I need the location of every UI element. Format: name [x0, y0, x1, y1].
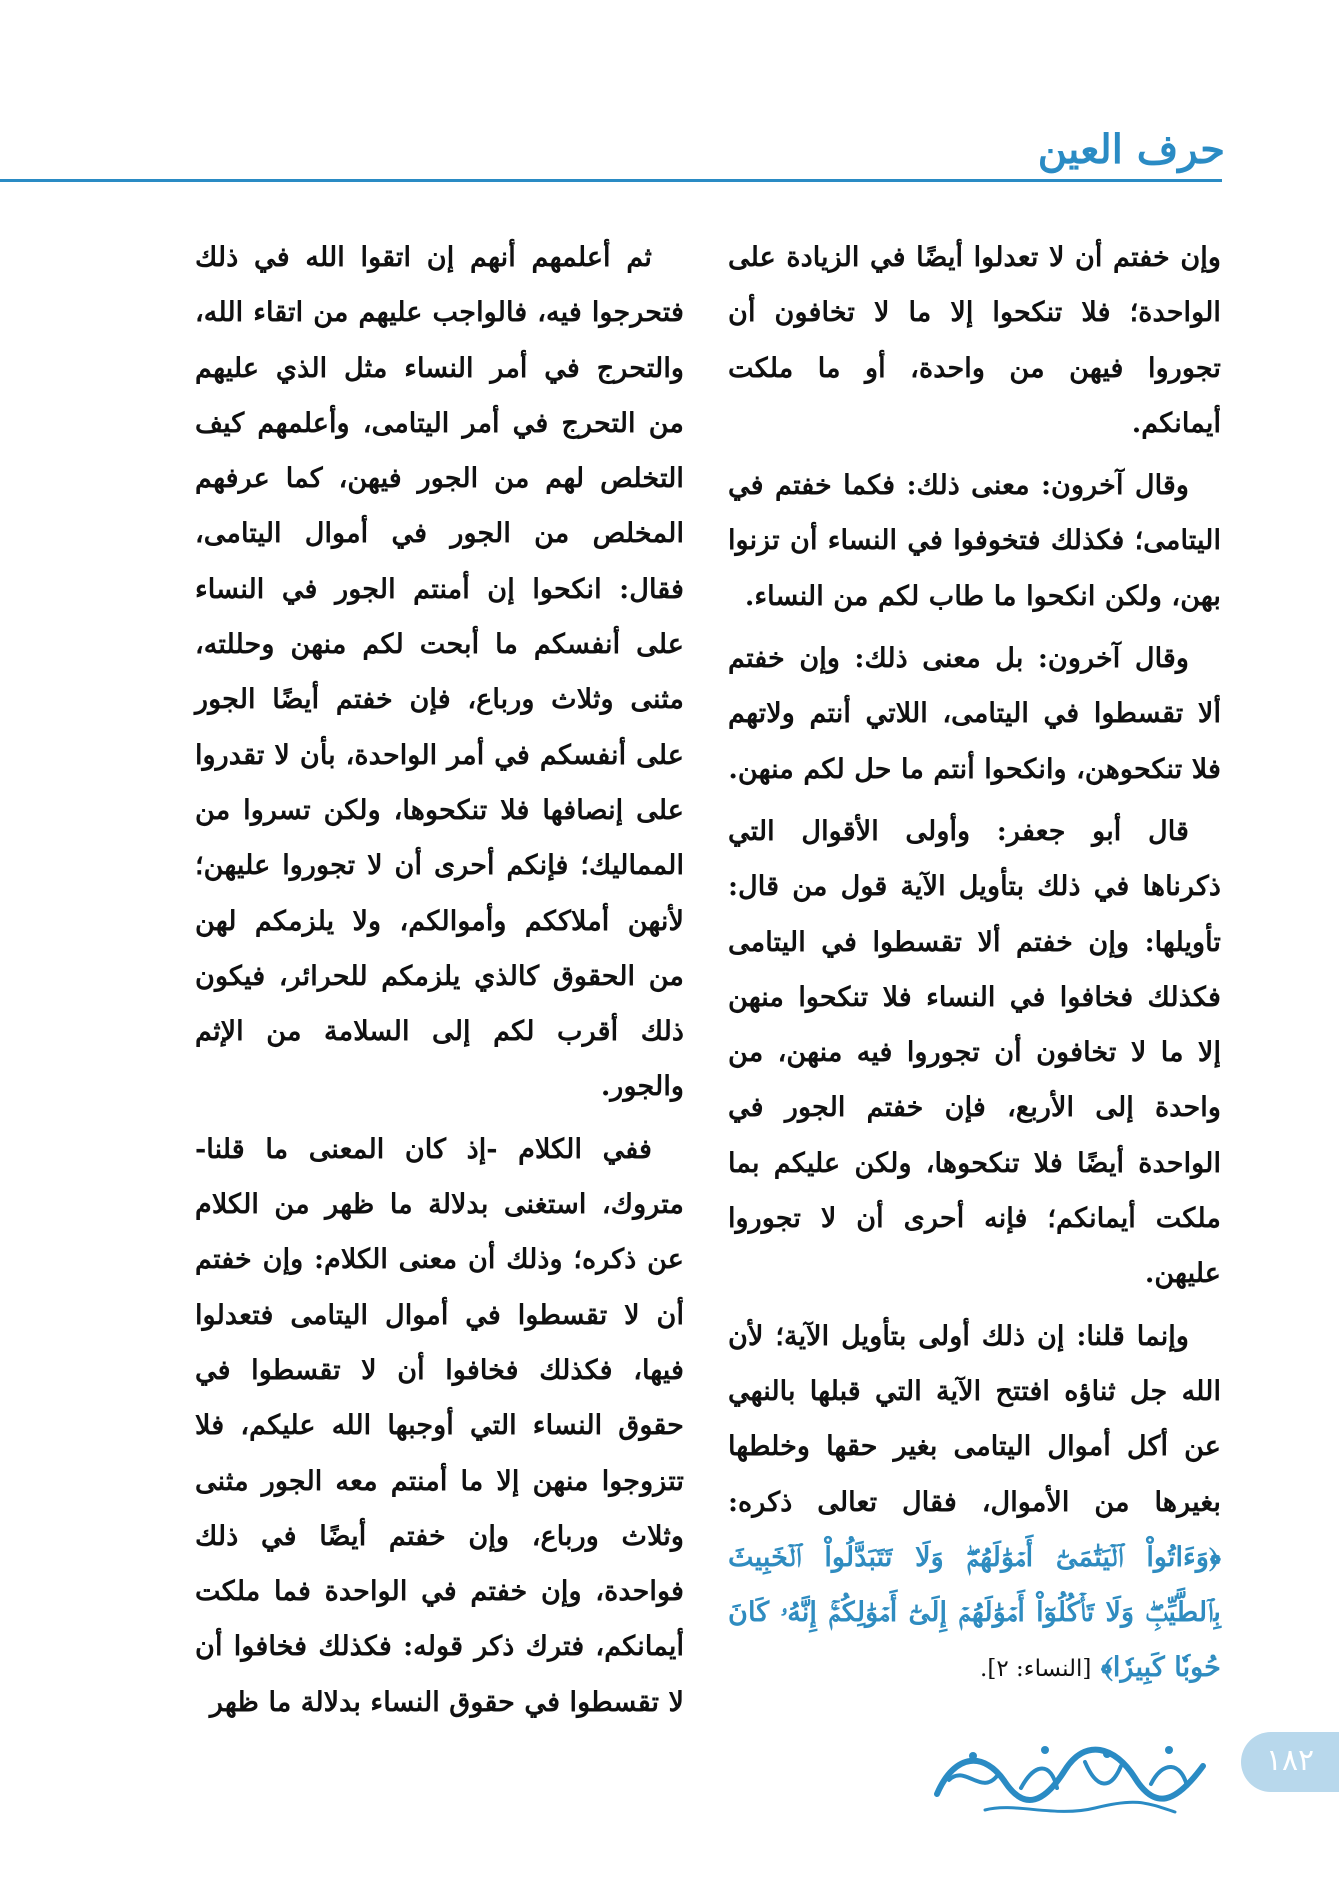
- page-header: [0, 0, 1339, 190]
- page-number: ١٨٢: [1265, 1743, 1315, 1778]
- paragraph: ثم أعلمهم أنهم إن اتقوا الله في ذلك فتحرجوا فيه، فالواجب عليهم من اتقاء الله، والتحرج في أمر النساء مثل الذي عليهم من التحرج في أمر اليتامى، وأعلمهم كيف التخلص لهم من الجور فيهن، كما عرفهم المخلص من الجور في أموال اليتامى، فقال: انكحوا إن أمنتم الجور في النساء على أنفسكم ما أبحت لكم منهن وحللته، مثنى وثلاث ورباع، فإن خفتم أيضًا الجور على أنفسكم في أمر الواحدة، بأن لا تقدروا على إنصافها فلا تنكحوها، ولكن تسروا من المماليك؛ فإنكم أحرى أن لا تجوروا عليهن؛ لأنهن أملاككم وأموالكم، ولا يلزمكم لهن من الحقوق كالذي يلزمكم للحرائر، فيكون ذلك أقرب لكم إلى السلامة من الإثم والجور.: [195, 241, 684, 1103]
- paragraph-with-verse: [728, 1309, 1221, 1698]
- paragraph: قال أبو جعفر: وأولى الأقوال التي ذكرناها في ذلك بتأويل الآية قول من قال: تأويلها: وإن خفتم ألا تقسطوا في اليتامى فكذلك فخافوا في النساء فلا تنكحوا منهن إلا ما لا تخافون أن تجوروا فيه منهن، من واحدة إلى الأربع، فإن خفتم الجور في الواحدة أيضًا فلا تنكحوها، ولكن عليكم بما ملكت أيمانكم؛ فإنه أحرى أن لا تجوروا عليهن.: [728, 814, 1221, 1290]
- paragraph: ففي الكلام -إذ كان المعنى ما قلنا- متروك، استغنى بدلالة ما ظهر من الكلام عن ذكره؛ وذلك أن معنى الكلام: وإن خفتم أن لا تقسطوا في أموال اليتامى فتعدلوا فيها، فكذلك فخافوا أن لا تقسطوا في حقوق النساء التي أوجبها الله عليكم، فلا تتزوجوا منهن إلا ما أمنتم معه الجور مثنى وثلاث ورباع، وإن خفتم أيضًا في ذلك فواحدة، وإن خفتم في الواحدة فما ملكت أيمانكم، فترك ذكر قوله: فكذلك فخافوا أن لا تقسطوا في حقوق النساء بدلالة ما ظهر: [195, 1132, 684, 1718]
- right-column: [728, 230, 1221, 1705]
- paragraph: وقال آخرون: بل معنى ذلك: وإن خفتم ألا تقسطوا في اليتامى، اللاتي أنتم ولاتهم فلا تنكحوهن، وانكحوا أنتم ما حل لكم منهن.: [728, 642, 1221, 785]
- chapter-title: حرف العين: [1037, 126, 1225, 173]
- paragraph: وإن خفتم أن لا تعدلوا أيضًا في الزيادة على الواحدة؛ فلا تنكحوا إلا ما لا تخافون أن تجوروا فيهن من واحدة، أو ما ملكت أيمانكم.: [728, 241, 1221, 439]
- encyclopedia-logo: [925, 1732, 1215, 1832]
- paragraph-text: وإنما قلنا: إن ذلك أولى بتأويل الآية؛ لأن الله جل ثناؤه افتتح الآية التي قبلها بالنهي عن أكل أموال اليتامى بغير حقها وخلطها بغيرها من الأموال، فقال تعالى ذكره:: [728, 1319, 1221, 1518]
- header-rule: [0, 179, 1222, 182]
- left-column: [195, 230, 684, 1737]
- paragraph: وقال آخرون: معنى ذلك: فكما خفتم في اليتامى؛ فكذلك فتخوفوا في النساء أن تزنوا بهن، ولكن انكحوا ما طاب لكم من النساء.: [728, 469, 1221, 612]
- verse-reference: [النساء: ٢].: [980, 1656, 1092, 1683]
- quran-verse: ﴿وَءَاتُواْ ٱلۡيَتَٰمَىٰٓ أَمۡوَٰلَهُمۡۖ وَلَا تَتَبَدَّلُواْ ٱلۡخَبِيثَ بِٱلطَّيِّبِۖ وَلَا تَأۡكُلُوٓاْ أَمۡوَٰلَهُمۡ إِلَىٰٓ أَمۡوَٰلِكُمۡۚ إِنَّهُۥ كَانَ حُوبٗا كَبِيرٗا﴾: [728, 1540, 1221, 1684]
